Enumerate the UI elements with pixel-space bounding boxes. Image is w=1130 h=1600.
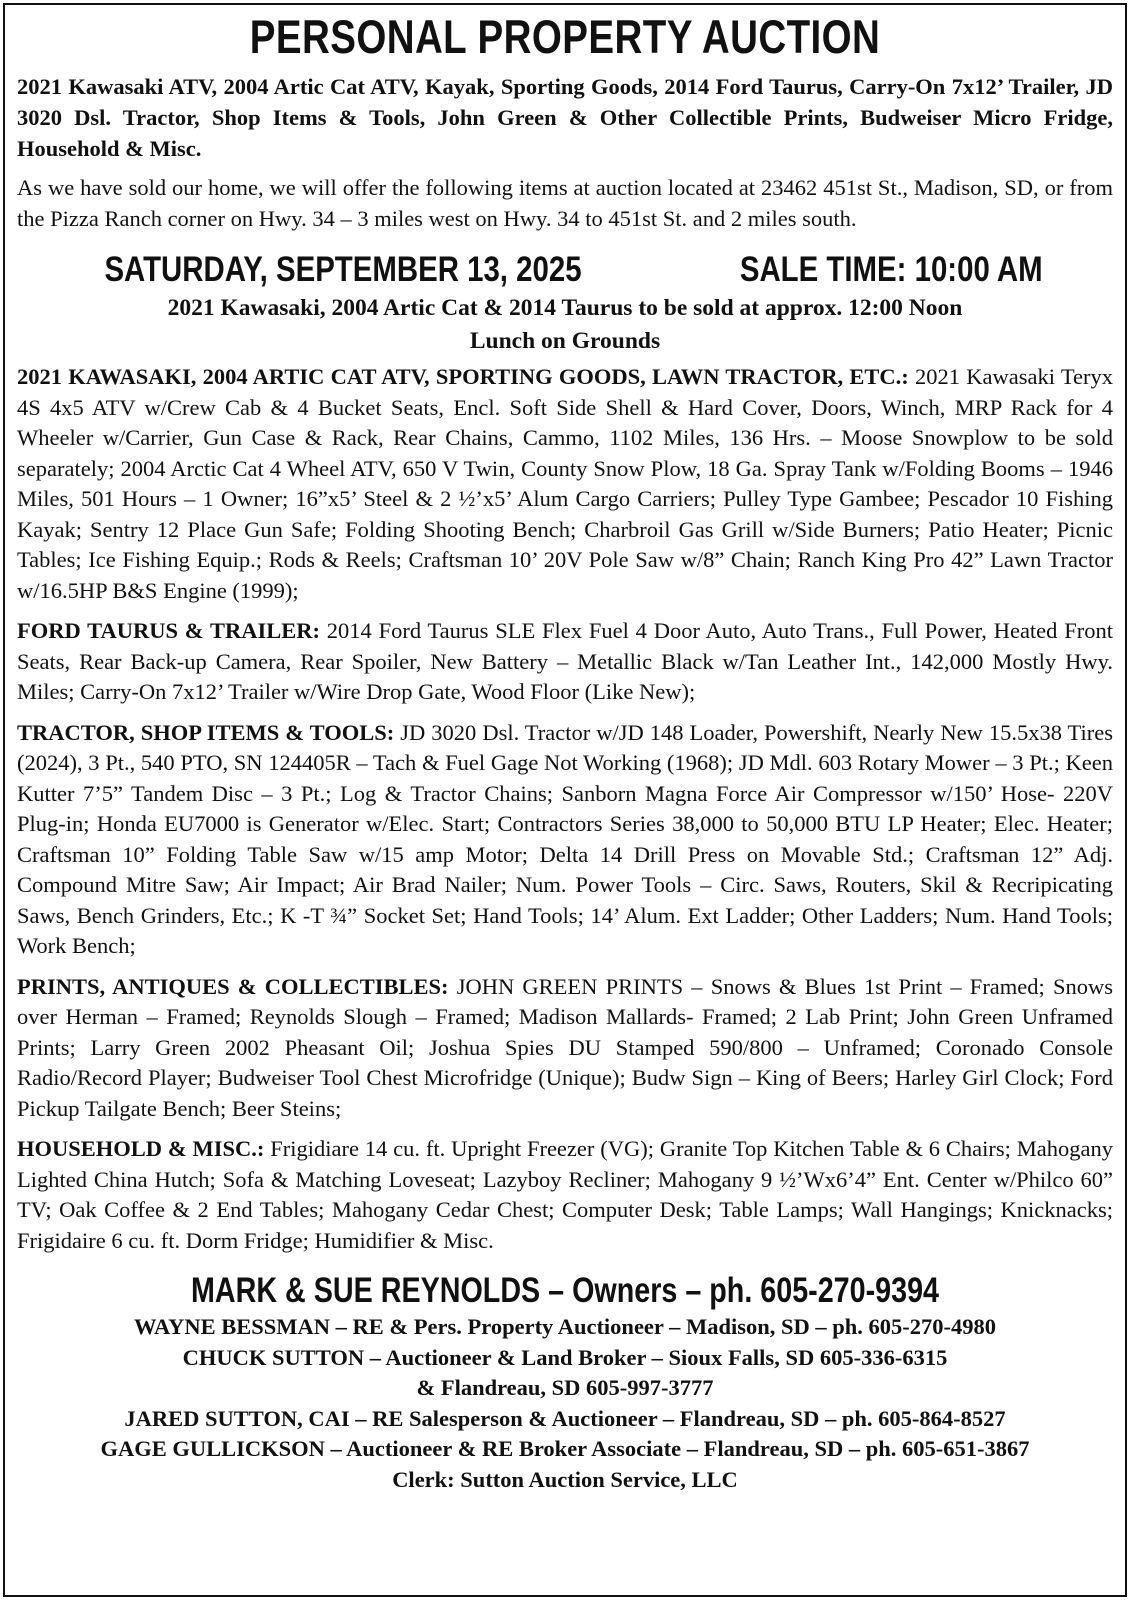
sale-time: SALE TIME: 10:00 AM	[739, 250, 1043, 289]
section-title: 2021 KAWASAKI, 2004 ARTIC CAT ATV, SPORTING GOODS, LAWN TRACTOR, ETC.:	[17, 364, 909, 389]
section-title: FORD TAURUS & TRAILER:	[17, 618, 320, 643]
section-prints-collectibles	[17, 972, 1113, 1125]
item-summary: 2021 Kawasaki ATV, 2004 Artic Cat ATV, Kayak, Sporting Goods, 2014 Ford Taurus, Carry-On 7x12’ Trailer, JD 3020 Dsl. Tractor, Shop Items & Tools, John Green & Other Collectible Prints, Budweiser Micro Fridge, Household & Misc.	[17, 74, 1113, 161]
section-body: Frigidiare 14 cu. ft. Upright Freezer (VG); Granite Top Kitchen Table & 6 Chairs; Mahogany Lighted China Hutch; Sofa & Matching Loveseat; Lazyboy Recliner; Mahogany 9 ½’Wx6’4” Ent. Center w/Philco 60” TV; Oak Coffee & 2 End Tables; Mahogany Cedar Chest; Computer Desk; Table Lamps; Wall Hangings; Knicknacks; Frigidaire 6 cu. ft. Dorm Fridge; Humidifier & Misc.	[17, 1136, 1113, 1253]
section-atv-sporting	[17, 362, 1113, 606]
section-tractor-tools	[17, 718, 1113, 962]
section-title: HOUSEHOLD & MISC.:	[17, 1136, 265, 1161]
section-body: 2014 Ford Taurus SLE Flex Fuel 4 Door Auto, Auto Trans., Full Power, Heated Front Seats, Rear Back-up Camera, Rear Spoiler, New Battery – Metallic Black w/Tan Leather Int., 142,000 Mostly Hwy. Miles; Carry-On 7x12’ Trailer w/Wire Drop Gate, Wood Floor (Like New);	[17, 618, 1113, 704]
intro-paragraph: As we have sold our home, we will offer the following items at auction located at 23462 451st St., Madison, SD, or from the Pizza Ranch corner on Hwy. 34 – 3 miles west on Hwy. 34 to 451st St. and 2 miles south.	[17, 175, 1113, 231]
section-body: JD 3020 Dsl. Tractor w/JD 148 Loader, Powershift, Nearly New 15.5x38 Tires (2024), 3 Pt., 540 PTO, SN 124405R – Tach & Fuel Gage Not Working (1968); JD Mdl. 603 Rotary Mower – 3 Pt.; Keen Kutter 7’5” Tandem Disc – 3 Pt.; Log & Tractor Chains; Sanborn Magna Force Air Compressor w/150’ Hose- 220V Plug-in; Honda EU7000 is Generator w/Elec. Start; Contractors Series 38,000 to 50,000 BTU LP Heater; Elec. Heater; Craftsman 10” Folding Table Saw w/15 amp Motor; Delta 14 Drill Press on Movable Std.; Craftsman 12” Adj. Compound Mitre Saw; Air Impact; Air Brad Nailer; Num. Power Tools – Circ. Saws, Routers, Skil & Recripicating Saws, Bench Grinders, Etc.; K -T ¾” Socket Set; Hand Tools; 14’ Alum. Ext Ladder; Other Ladders; Num. Hand Tools; Work Bench;	[17, 719, 1113, 958]
auctioneer-line: GAGE GULLICKSON – Auctioneer & RE Broker Associate – Flandreau, SD – ph. 605-651-3867	[100, 1436, 1030, 1461]
noon-note: 2021 Kawasaki, 2004 Artic Cat & 2014 Taurus to be sold at approx. 12:00 Noon	[167, 295, 963, 321]
headline: PERSONAL PROPERTY AUCTION	[249, 10, 881, 63]
flyer-border	[3, 3, 1127, 1597]
section-title: PRINTS, ANTIQUES & COLLECTIBLES:	[17, 973, 449, 999]
section-body: 2021 Kawasaki Teryx 4S 4x5 ATV w/Crew Cab & 4 Bucket Seats, Encl. Soft Side Shell & Hard Cover, Doors, Winch, MRP Rack for 4 Wheeler w/Carrier, Gun Case & Rack, Rear Chains, Cammo, 1102 Miles, 136 Hrs. – Moose Snowplow to be sold separately; 2004 Arctic Cat 4 Wheel ATV, 650 V Twin, County Snow Plow, 18 Ga. Spray Tank w/Folding Booms – 1946 Miles, 501 Hours – 1 Owner; 16”x5’ Steel & 2 ½’x5’ Alum Cargo Carriers; Pulley Type Gambee; Pescador 10 Fishing Kayak; Sentry 12 Place Gun Safe; Folding Shooting Bench; Charbroil Gas Grill w/Side Burners; Patio Heater; Picnic Tables; Ice Fishing Equip.; Rods & Reels; Craftsman 10’ 20V Pole Saw w/8” Chain; Ranch King Pro 42” Lawn Tractor w/16.5HP B&S Engine (1999);	[17, 364, 1113, 603]
auctioneer-line: JARED SUTTON, CAI – RE Salesperson & Auctioneer – Flandreau, SD – ph. 605-864-8527	[124, 1405, 1006, 1431]
auctioneer-line: WAYNE BESSMAN – RE & Pers. Property Auctioneer – Madison, SD – ph. 605-270-4980	[133, 1314, 997, 1339]
auctioneer-list	[17, 1312, 1113, 1495]
auctioneer-line: CHUCK SUTTON – Auctioneer & Land Broker – Sioux Falls, SD 605-336-6315	[182, 1344, 948, 1370]
section-title: TRACTOR, SHOP ITEMS & TOOLS:	[17, 719, 395, 745]
section-household	[17, 1134, 1113, 1256]
date-time-row	[17, 248, 1113, 292]
owners-line: MARK & SUE REYNOLDS – Owners – ph. 605-270-9394	[190, 1271, 940, 1310]
clerk-line: Clerk: Sutton Auction Service, LLC	[392, 1466, 738, 1492]
section-body: JOHN GREEN PRINTS – Snows & Blues 1st Print – Framed; Snows over Herman – Framed; Reynolds Slough – Framed; Madison Mallards- Framed; 2 Lab Print; John Green Unframed Prints; Larry Green 2002 Pheasant Oil; Joshua Spies DU Stamped 590/800 – Unframed; Coronado Console Radio/Record Player; Budweiser Tool Chest Microfridge (Unique); Budw Sign – King of Beers; Harley Girl Clock; Ford Pickup Tailgate Bench; Beer Steins;	[17, 973, 1113, 1121]
sale-date: SATURDAY, SEPTEMBER 13, 2025	[104, 250, 582, 289]
lunch-note: Lunch on Grounds	[469, 328, 661, 354]
section-taurus-trailer	[17, 616, 1113, 708]
auctioneer-line: & Flandreau, SD 605-997-3777	[416, 1375, 714, 1400]
